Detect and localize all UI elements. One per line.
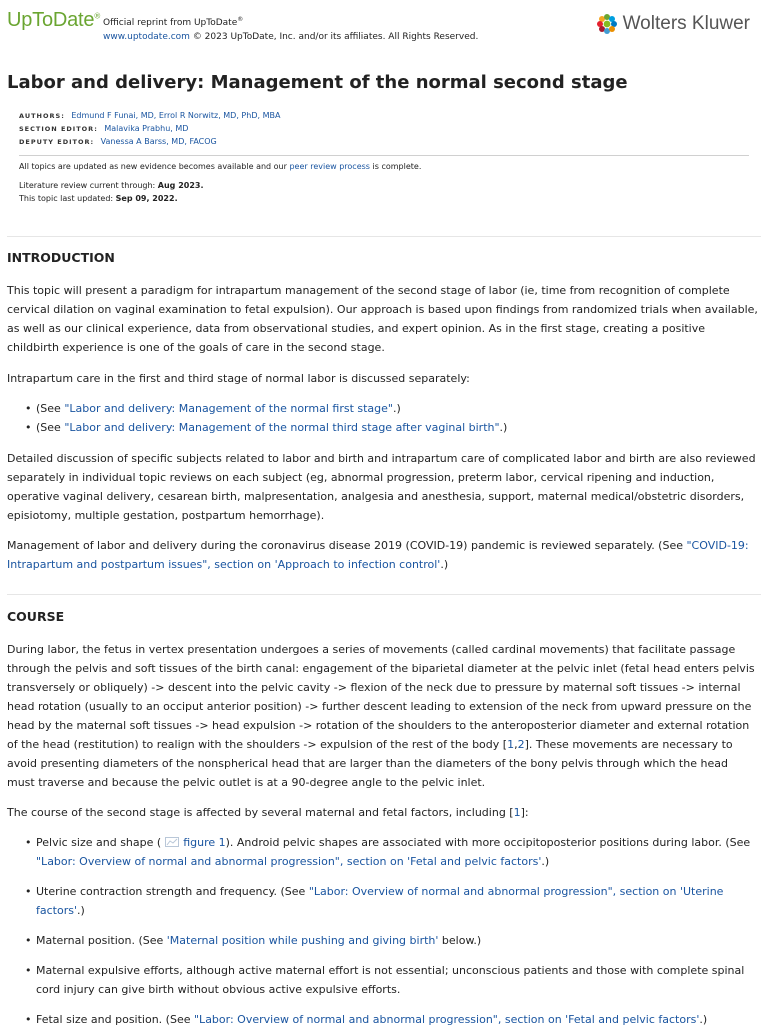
copyright-text: © 2023 UpToDate, Inc. and/or its affiliates. All Rights Reserved. <box>189 32 479 42</box>
reprint-notice: Official reprint from UpToDate® www.uptodate.com © 2023 UpToDate, Inc. and/or its affiliates. All Rights Reserved. <box>103 16 479 42</box>
last-updated-date: Sep 09, 2022. <box>115 193 178 203</box>
uptodate-logo[interactable]: UpToDate® <box>7 9 101 31</box>
figure-1-link[interactable]: figure 1 <box>183 836 226 849</box>
list-item: • Maternal position. (See 'Maternal position while pushing and giving birth' below.) <box>7 931 759 950</box>
header <box>0 0 768 50</box>
list-item: • Fetal size and position. (See "Labor: Overview of normal and abnormal progression", section on 'Fetal and pelvic factors'.) <box>7 1010 759 1029</box>
covid-link[interactable]: "COVID-19: Intrapartum and postpartum issues", section on 'Approach to infection control' <box>7 539 749 571</box>
publisher-name: Wolters Kluwer <box>622 13 750 34</box>
list-item: • Pelvic size and shape ( figure 1). Android pelvic shapes are associated with more occipitoposterior positions during labor. (See "Labor: Overview of normal and abnormal progression", section on 'Fetal and pelvic factors'.) <box>7 833 759 871</box>
deputy-editor-link[interactable]: Vanessa A Barss, MD, FACOG <box>100 136 217 146</box>
wolters-kluwer-logo-icon <box>595 12 619 36</box>
course-factor-list <box>7 833 759 1029</box>
list-item: • Uterine contraction strength and frequency. (See "Labor: Overview of normal and abnormal progression", section on 'Uterine factors'.) <box>7 882 759 920</box>
publisher-logo[interactable] <box>595 12 750 36</box>
course-paragraph-1: During labor, the fetus in vertex presentation undergoes a series of movements (called cardinal movements) that facilitate passage through the pelvis and soft tissues of the birth canal: engagement of the biparietal diameter at the pelvic inlet (fetal head enters pelvis transversely or obliquely) -> descent into the pelvic cavity -> flexion of the neck due to pressure by maternal soft tissues -> internal head rotation (usually to an occiput anterior position) -> further descent leading to extension of the neck from upward pressure on the head by the maternal soft tissues -> head expulsion -> rotation of the shoulders to the anteroposterior diameter and external rotation of the head (restitution) to realign with the shoulders -> expulsion of the rest of the body [1,2]. These movements are necessary to avoid presenting diameters of the nonspherical head that are larger than the diameters of the bony pelvis through which the head must traverse and because the pelvic outlet is at a 90-degree angle to the pelvic inlet. <box>7 643 755 789</box>
intro-bullet-list <box>7 399 759 437</box>
intro-paragraph-1: This topic will present a paradigm for intrapartum management of the second stage of labor (ie, time from recognition of complete cervical dilation on vaginal examination to fetal expulsion). Our approach is based upon findings from randomized trials when available, as well as our clinical experience, data from observational studies, and expert opinion. As in the first stage, creating a positive childbirth experience is one of the goals of care in the second stage. <box>7 284 758 354</box>
site-link[interactable]: www.uptodate.com <box>103 32 190 42</box>
divider <box>19 155 749 156</box>
reference-link-2[interactable]: 2 <box>517 738 525 751</box>
section-editor-link[interactable]: Malavika Prabhu, MD <box>104 123 189 133</box>
list-item: • (See "Labor and delivery: Management of the normal third stage after vaginal birth".) <box>7 418 759 437</box>
section-divider <box>7 236 761 237</box>
uterine-factors-link[interactable]: "Labor: Overview of normal and abnormal progression", section on 'Uterine factors' <box>36 885 724 917</box>
fetal-pelvic-factors-link[interactable]: "Labor: Overview of normal and abnormal progression", section on 'Fetal and pelvic factors' <box>36 855 542 868</box>
credit-section-editor: SECTION EDITOR: Malavika Prabhu, MD <box>19 123 189 133</box>
authors-link[interactable]: Edmund F Funai, MD, Errol R Norwitz, MD, PhD, MBA <box>71 111 281 120</box>
figure-icon[interactable] <box>165 837 179 847</box>
section-heading-introduction: INTRODUCTION <box>7 250 115 265</box>
first-stage-link[interactable]: "Labor and delivery: Management of the normal first stage" <box>64 402 393 415</box>
page-title: Labor and delivery: Management of the normal second stage <box>7 72 628 93</box>
update-note: All topics are updated as new evidence becomes available and our peer review process is complete. <box>19 162 422 171</box>
fetal-size-position-link[interactable]: "Labor: Overview of normal and abnormal progression", section on 'Fetal and pelvic factors' <box>194 1013 700 1026</box>
list-item: • (See "Labor and delivery: Management of the normal first stage".) <box>7 399 759 418</box>
credit-authors: AUTHORS: Edmund F Funai, MD, Errol R Norwitz, MD, PhD, MBA <box>19 111 281 120</box>
intro-paragraph-3: Detailed discussion of specific subjects related to labor and birth and intrapartum care of complicated labor and birth are also reviewed separately in individual topic reviews on each subject (eg, abnormal progression, preterm labor, cervical ripening and induction, operative vaginal delivery, cesarean birth, malpresentation, analgesia and anesthesia, support, maternal medical/obstetric disorders, episiotomy, multiple gestation, postpartum hemorrhage). <box>7 452 756 522</box>
intro-paragraph-4: Management of labor and delivery during the coronavirus disease 2019 (COVID-19) pandemic is reviewed separately. (See "COVID-19: Intrapartum and postpartum issues", section on 'Approach to infection control'.) <box>7 539 749 571</box>
review-dates: Literature review current through: Aug 2023. This topic last updated: Sep 09, 2022. <box>19 181 204 203</box>
reference-link-1[interactable]: 1 <box>513 806 521 819</box>
credit-deputy-editor: DEPUTY EDITOR: Vanessa A Barss, MD, FACOG <box>19 136 217 146</box>
list-item: • Maternal expulsive efforts, although active maternal effort is not essential; unconscious patients and those with complete spinal cord injury can give birth without obvious active expulsive efforts. <box>7 961 759 999</box>
course-paragraph-2: The course of the second stage is affected by several maternal and fetal factors, including [1]: <box>7 806 529 819</box>
peer-review-link[interactable]: peer review process <box>289 162 370 171</box>
reference-link-1[interactable]: 1 <box>507 738 515 751</box>
third-stage-link[interactable]: "Labor and delivery: Management of the normal third stage after vaginal birth" <box>64 421 500 434</box>
section-divider <box>7 594 761 595</box>
credits <box>19 110 280 148</box>
intro-paragraph-2: Intrapartum care in the first and third stage of normal labor is discussed separately: <box>7 372 470 385</box>
section-heading-course: COURSE <box>7 609 65 624</box>
lit-review-date: Aug 2023. <box>157 181 204 190</box>
reprint-label: Official reprint from UpToDate <box>103 18 238 28</box>
maternal-position-link[interactable]: 'Maternal position while pushing and giving birth' <box>166 934 439 947</box>
